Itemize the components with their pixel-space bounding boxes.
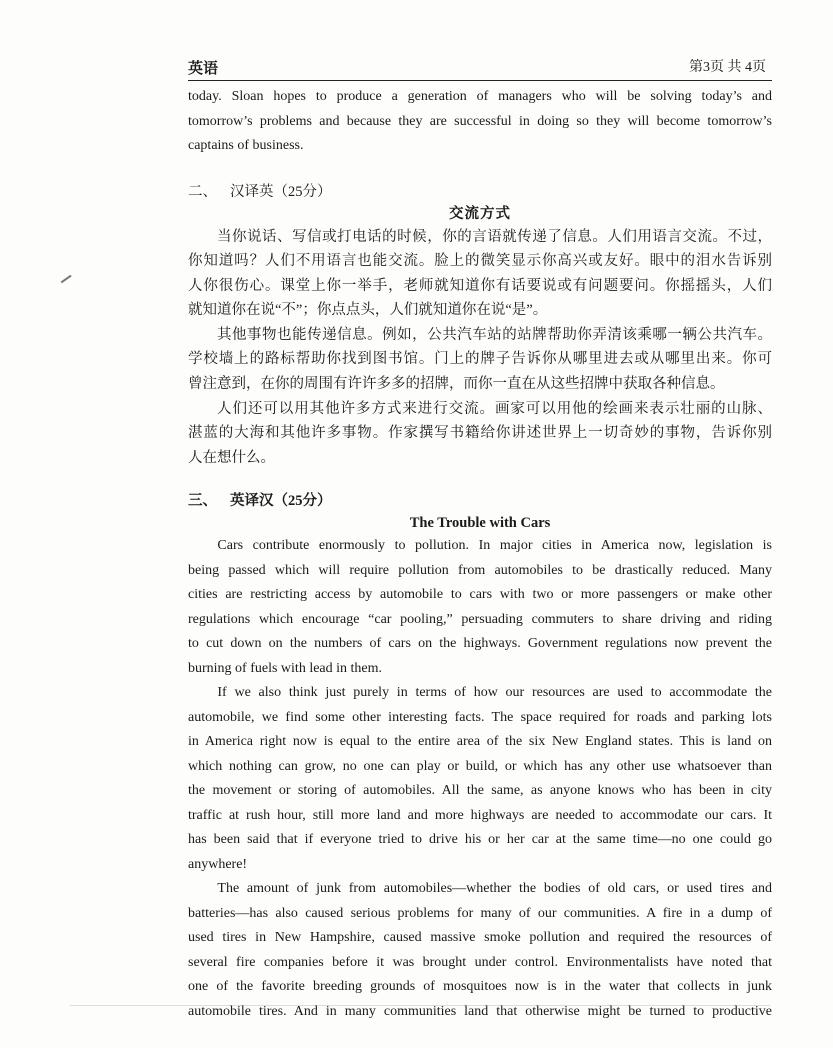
text-line: automobile tires. And in many communities land that otherwise might be turned to productive (188, 1003, 772, 1019)
text-line: used tires in New Hampshire, caused massive smoke pollution and required the resources of (188, 930, 772, 946)
text-line: 学校墙上的路标帮助你找到图书馆。门上的牌子告诉你从哪里进去或从哪里出来。你可 (188, 351, 772, 368)
text-line: If we also think just purely in terms of how our resources are used to accommodate the (217, 685, 772, 701)
text-line: 其他事物也能传递信息。例如，公共汽车站的站牌帮助你弄清该乘哪一辆公共汽车。 (217, 326, 772, 343)
text-line: 当你说话、写信或打电话的时候，你的言语就传递了信息。人们用语言交流。不过， (217, 228, 772, 245)
page-header (188, 58, 772, 81)
text-line: the movement or storing of automobiles. All the same, as anyone knows who has been in city (188, 783, 772, 799)
text-line: traffic at rush hour, still more land and more highways are needed to accommodate our cars. It (188, 807, 772, 823)
paragraph (188, 85, 772, 159)
exam-page (188, 58, 772, 1024)
section-title: 英译汉（25分） (230, 493, 332, 510)
text-line: today. Sloan hopes to produce a generation of managers who will be solving today’s and (188, 89, 772, 104)
text-line: tomorrow’s problems and because they are successful in doing so they will become tomorrow’s (188, 113, 772, 129)
paragraph (188, 323, 772, 397)
text-line: cities are restricting access by automobile to cars with two or more passengers or make other (188, 587, 772, 603)
text-line: 人在想什么。 (188, 449, 275, 466)
chinese-passage (188, 225, 772, 471)
text-line: batteries—has also caused serious problems for many of our communities. A fire in a dump of (188, 905, 772, 921)
text-line: 人们还可以用其他许多方式来进行交流。画家可以用他的绘画来表示壮丽的山脉、 (217, 400, 772, 417)
passage-title: 交流方式 (449, 205, 511, 222)
section-number: 二、 (188, 183, 217, 200)
text-line: Cars contribute enormously to pollution. In major cities in America now, legislation is (217, 538, 772, 554)
text-line: 湛蓝的大海和其他许多事物。作家撰写书籍给你讲述世界上一切奇妙的事物，告诉你别 (188, 425, 772, 442)
paragraph (188, 397, 772, 471)
text-line: has been said that if everyone tried to drive his or her car at the same time—no one could go (188, 832, 772, 848)
text-line: automobile, we find some other interesting facts. The space required for roads and parking lots (188, 709, 772, 725)
text-line: burning of fuels with lead in them. (188, 660, 383, 676)
section-3-heading (188, 490, 772, 512)
text-line: being passed which will require pollution from automobiles to be drastically reduced. Many (188, 562, 772, 578)
english-passage (188, 534, 772, 1024)
text-line: 就知道你在说“不”；你点点头，人们就知道你在说“是”。 (188, 302, 548, 319)
text-line: in America right now is equal to the entire area of the six New England states. This is land on (188, 734, 772, 750)
continuation-paragraph (188, 85, 772, 159)
section-number: 三、 (188, 493, 217, 510)
subject-label: 英语 (188, 61, 219, 77)
section-2-heading (188, 181, 772, 203)
text-line: to cut down on the numbers of cars on the highways. Government regulations now prevent the (188, 636, 772, 652)
text-line: 人你很伤心。课堂上你一举手，老师就知道你有话要说或有问题要问。你摇摇头，人们 (188, 277, 772, 294)
text-line: 你知道吗？人们不用语言也能交流。脸上的微笑显示你高兴或友好。眼中的泪水告诉别 (188, 253, 772, 270)
paragraph (188, 225, 772, 323)
paragraph (188, 534, 772, 681)
text-line: one of the favorite breeding grounds of mosquitoes now is in the water that collects in junk (188, 979, 772, 995)
text-line: The amount of junk from automobiles—whether the bodies of old cars, or used tires and (217, 881, 772, 897)
paragraph (188, 681, 772, 877)
text-line: 曾注意到，在你的周围有许许多多的招牌，而你一直在从这些招牌中获取各种信息。 (188, 376, 725, 393)
paragraph (188, 877, 772, 1024)
text-line: captains of business. (188, 138, 304, 153)
section-title: 汉译英（25分） (230, 183, 332, 200)
page-number: 第3页 共 4页 (689, 60, 766, 75)
text-line: which nothing can grow, no one can play or build, or which has any other use whatsoever than (188, 758, 772, 774)
text-line: anywhere! (188, 856, 248, 872)
text-line: several fire companies before it was brought under control. Environmentalists have noted that (188, 954, 772, 970)
scan-mark (61, 275, 72, 283)
text-line: regulations which encourage “car pooling,” persuading commuters to share driving and riding (188, 611, 772, 627)
passage-title: The Trouble with Cars (409, 515, 551, 532)
